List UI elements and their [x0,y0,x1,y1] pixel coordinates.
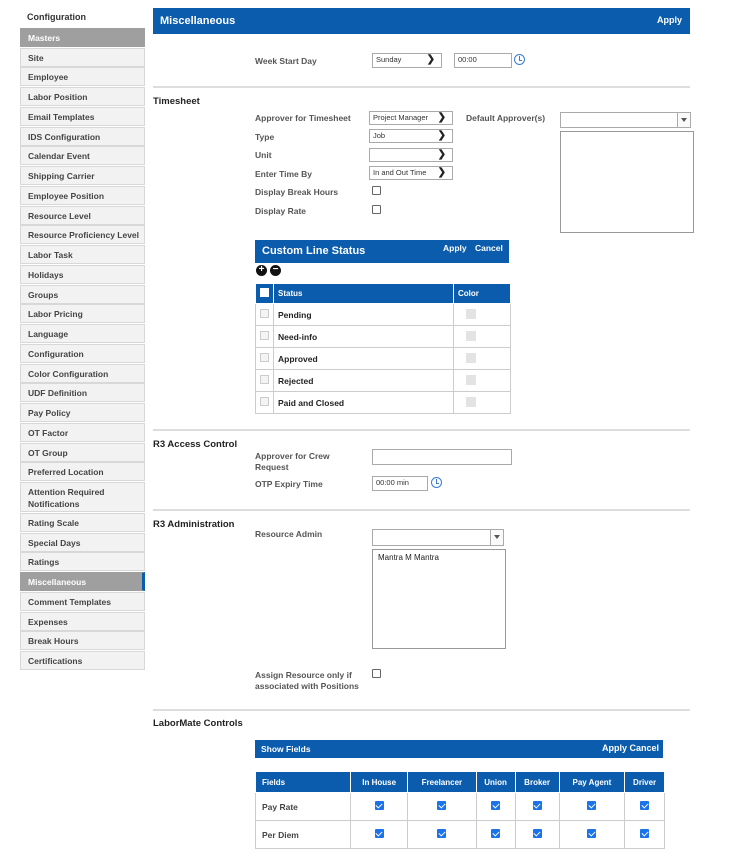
page-title: Miscellaneous [160,15,236,27]
unit-label: Unit [255,150,272,160]
field-checkbox[interactable] [640,801,649,810]
type-select[interactable] [369,129,453,143]
sidebar-item-preferred-location[interactable]: Preferred Location [20,462,145,481]
color-cell [454,326,511,348]
field-toggle-cell [408,821,476,849]
custom-line-status-bar [255,240,509,263]
break-hours-label: Display Break Hours [255,187,339,197]
status-cell: Pending [274,304,454,326]
resource-admin-option[interactable]: Mantra M Mantra [378,553,439,562]
divider [153,709,690,711]
timesheet-section-title: Timesheet [153,96,200,107]
column-header: Broker [515,772,559,793]
row-checkbox[interactable] [260,331,269,340]
sidebar-item-configuration[interactable]: Configuration [20,344,145,363]
chevron-down-icon: ❯ [426,54,435,65]
sidebar-list [20,28,145,670]
chevron-down-icon: ❯ [437,149,446,160]
show-fields-bar [255,740,663,758]
break-hours-checkbox[interactable] [372,186,381,195]
enter-time-value: In and Out Time [373,168,427,177]
clock-icon[interactable] [514,54,525,65]
dropdown-arrow-icon[interactable] [490,530,503,545]
sidebar-item-shipping-carrier[interactable]: Shipping Carrier [20,166,145,185]
custom-line-status-table [255,283,511,414]
field-checkbox[interactable] [491,801,500,810]
enter-time-select[interactable] [369,166,453,180]
unit-select[interactable] [369,148,453,162]
sidebar-item-resource-level[interactable]: Resource Level [20,206,145,225]
otp-expiry-input[interactable]: 00:00 min [372,476,428,491]
apply-button[interactable]: Apply [656,15,682,25]
column-header: Fields [256,772,351,793]
row-checkbox[interactable] [260,375,269,384]
field-checkbox[interactable] [375,801,384,810]
labormate-body [256,793,665,849]
labormate-fields-table [255,771,665,849]
sidebar-item-pay-policy[interactable]: Pay Policy [20,403,145,422]
approver-timesheet-label: Approver for Timesheet [255,113,351,123]
row-checkbox[interactable] [260,353,269,362]
sidebar-item-site[interactable]: Site [20,48,145,67]
week-start-label: Week Start Day [255,56,317,66]
approver-timesheet-select[interactable] [369,111,453,125]
field-checkbox[interactable] [533,801,542,810]
column-header: Driver [625,772,665,793]
type-value: Job [373,131,386,140]
color-cell [454,370,511,392]
table-row [256,370,511,392]
dropdown-arrow-icon[interactable] [677,113,690,127]
sidebar-item-special-days[interactable]: Special Days [20,533,145,552]
row-checkbox[interactable] [260,397,269,406]
color-swatch[interactable] [466,331,476,341]
sidebar-item-ot-group[interactable]: OT Group [20,443,145,462]
field-checkbox[interactable] [375,829,384,838]
sidebar-item-ids-configuration[interactable]: IDS Configuration [20,127,145,146]
field-toggle-cell [625,793,665,821]
sidebar-item-email-templates[interactable]: Email Templates [20,107,145,126]
row-checkbox-cell [256,392,274,414]
field-toggle-cell [351,793,408,821]
field-checkbox[interactable] [491,829,500,838]
enter-time-label: Enter Time By [255,169,313,179]
color-cell [454,304,511,326]
field-toggle-cell [351,821,408,849]
title-bar [153,8,690,34]
labormate-section-title: LaborMate Controls [153,718,243,729]
sidebar-item-employee-position[interactable]: Employee Position [20,186,145,205]
sidebar-item-holidays[interactable]: Holidays [20,265,145,284]
color-header: Color [454,284,511,304]
sidebar-item-udf-definition[interactable]: UDF Definition [20,383,145,402]
row-checkbox[interactable] [260,309,269,318]
status-cell: Rejected [274,370,454,392]
color-swatch[interactable] [466,309,476,319]
color-swatch[interactable] [466,375,476,385]
resource-admin-select[interactable] [372,529,504,546]
status-header: Status [274,284,454,304]
status-cell: Paid and Closed [274,392,454,414]
add-icon[interactable]: + [256,265,267,276]
table-row [256,821,665,849]
sidebar-item-rating-scale[interactable]: Rating Scale [20,513,145,532]
divider [153,509,690,511]
color-cell [454,392,511,414]
field-toggle-cell [559,793,625,821]
crew-approver-input[interactable] [372,449,512,465]
field-toggle-cell [408,793,476,821]
remove-icon[interactable]: − [270,265,281,276]
column-header: Union [476,772,515,793]
clock-icon[interactable] [431,477,442,488]
color-swatch[interactable] [466,397,476,407]
field-checkbox[interactable] [587,801,596,810]
field-checkbox[interactable] [437,829,446,838]
display-rate-label: Display Rate [255,206,307,216]
show-fields-actions[interactable]: Apply Cancel [601,743,659,753]
r3-admin-section-title: R3 Administration [153,519,235,530]
otp-expiry-label: OTP Expiry Time [255,479,323,489]
sidebar-item-employee[interactable]: Employee [20,67,145,86]
row-checkbox-cell [256,326,274,348]
sidebar-item-language[interactable]: Language [20,324,145,343]
status-cell: Need-info [274,326,454,348]
chevron-down-icon: ❯ [437,130,446,141]
default-approver-label: Default Approver(s) [466,113,546,123]
approver-timesheet-value: Project Manager [373,113,429,122]
field-name-cell: Pay Rate [256,793,351,821]
sidebar-item-attention-required-notifications[interactable]: Attention Required Notifications [20,482,145,512]
field-toggle-cell [559,821,625,849]
display-rate-checkbox[interactable] [372,205,381,214]
table-row [256,304,511,326]
sidebar-item-labor-task[interactable]: Labor Task [20,245,145,264]
chevron-down-icon: ❯ [437,167,446,178]
sidebar-item-certifications[interactable]: Certifications [20,651,145,670]
field-checkbox[interactable] [533,829,542,838]
sidebar-item-labor-position[interactable]: Labor Position [20,87,145,106]
color-cell [454,348,511,370]
cls-cancel-button[interactable]: Cancel [475,243,503,253]
field-toggle-cell [625,821,665,849]
row-checkbox-cell [256,370,274,392]
sidebar-item-ot-factor[interactable]: OT Factor [20,423,145,442]
sidebar-item-comment-templates[interactable]: Comment Templates [20,592,145,611]
crew-approver-label: Approver for Crew Request [255,451,330,472]
table-row [256,793,665,821]
sidebar-item-calendar-event[interactable]: Calendar Event [20,146,145,165]
row-checkbox-cell [256,304,274,326]
sidebar-title: Configuration [27,12,86,22]
sidebar-item-color-configuration[interactable]: Color Configuration [20,364,145,383]
column-header: Pay Agent [559,772,625,793]
row-checkbox-cell [256,348,274,370]
table-row [256,348,511,370]
assign-resource-label: Assign Resource only if associated with Positions [255,670,359,691]
labormate-header-row [256,772,665,793]
sidebar-item-expenses[interactable]: Expenses [20,612,145,631]
field-toggle-cell [476,793,515,821]
custom-line-status-title: Custom Line Status [262,245,366,257]
table-row [256,392,511,414]
sidebar-item-resource-proficiency-level[interactable]: Resource Proficiency Level [20,225,145,244]
chevron-down-icon: ❯ [437,112,446,123]
divider [153,86,690,88]
field-checkbox[interactable] [437,801,446,810]
default-approver-list[interactable] [560,131,694,233]
column-header: In House [351,772,408,793]
week-start-time-input[interactable]: 00:00 [454,53,512,68]
color-swatch[interactable] [466,353,476,363]
week-start-select[interactable] [372,53,442,68]
show-fields-title: Show Fields [261,744,311,754]
field-toggle-cell [476,821,515,849]
sidebar-item-masters[interactable]: Masters [20,28,145,47]
resource-admin-label: Resource Admin [255,529,323,539]
sidebar-item-miscellaneous[interactable]: Miscellaneous [20,572,145,591]
sidebar-item-ratings[interactable]: Ratings [20,552,145,571]
field-checkbox[interactable] [640,829,649,838]
type-label: Type [255,132,275,142]
sidebar [20,7,145,670]
column-header: Freelancer [408,772,476,793]
r3-access-section-title: R3 Access Control [153,439,238,450]
field-checkbox[interactable] [587,829,596,838]
sidebar-item-groups[interactable]: Groups [20,285,145,304]
cls-apply-button[interactable]: Apply [443,243,467,253]
field-name-cell: Per Diem [256,821,351,849]
divider [153,429,690,431]
select-all-checkbox[interactable] [260,288,269,297]
table-row [256,326,511,348]
field-toggle-cell [515,821,559,849]
week-start-value: Sunday [376,55,402,64]
sidebar-item-break-hours[interactable]: Break Hours [20,631,145,650]
resource-admin-list[interactable] [372,549,506,649]
status-cell: Approved [274,348,454,370]
custom-line-status-body [256,304,511,414]
sidebar-item-labor-pricing[interactable]: Labor Pricing [20,304,145,323]
select-all-header [256,284,274,304]
default-approver-select[interactable] [560,112,691,128]
assign-resource-checkbox[interactable] [372,669,381,678]
field-toggle-cell [515,793,559,821]
